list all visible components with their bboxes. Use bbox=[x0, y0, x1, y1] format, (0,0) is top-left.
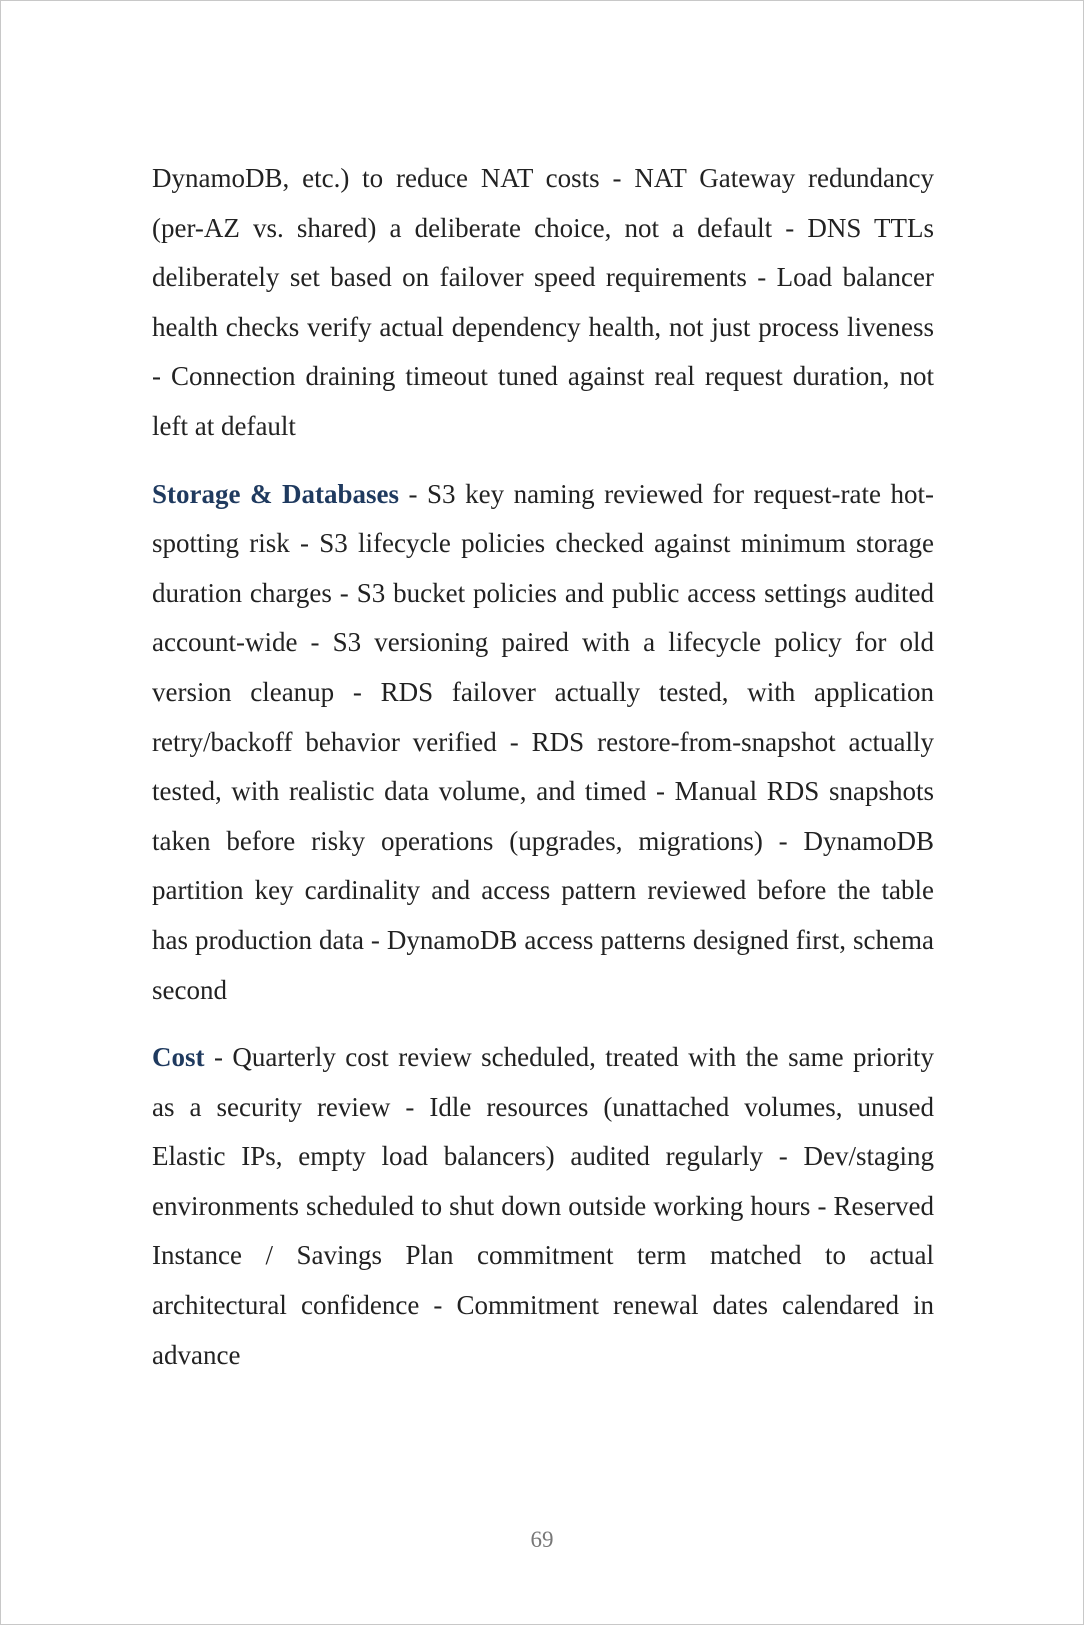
paragraph-storage-databases bbox=[152, 470, 934, 1016]
page-content bbox=[152, 154, 934, 1398]
paragraph-text: DynamoDB, etc.) to reduce NAT costs - NAT Gateway redundancy (per-AZ vs. shared) a deliberate choice, not a default - DNS TTLs deliberately set based on failover speed requirements - Load balancer health checks verify actual dependency health, not just process liveness - Connection draining timeout tuned against real request duration, not left at default bbox=[152, 163, 934, 441]
paragraph-cost bbox=[152, 1033, 934, 1380]
section-heading-cost: Cost bbox=[152, 1042, 205, 1073]
paragraph-networking-continued bbox=[152, 154, 934, 452]
paragraph-text: - S3 key naming reviewed for request-rate hot-spotting risk - S3 lifecycle policies checked against minimum storage duration charges - S3 bucket policies and public access settings audited account-wide - S3 versioning paired with a lifecycle policy for old version cleanup - RDS failover actually tested, with application retry/backoff behavior verified - RDS restore-from-snapshot actually tested, with realistic data volume, and timed - Manual RDS snapshots taken before risky operations (upgrades, migrations) - DynamoDB partition key cardinality and access pattern reviewed before the table has production data - DynamoDB access patterns designed first, schema second bbox=[152, 478, 934, 1005]
section-heading-storage-databases: Storage & Databases bbox=[152, 478, 400, 509]
page-number: 69 bbox=[530, 1527, 554, 1552]
paragraph-text: - Quarterly cost review scheduled, treated with the same priority as a security review - Idle resources (unattached volumes, unused Elastic IPs, empty load balancers) audited regularly - Dev/staging environments scheduled to shut down outside working hours - Reserved Instance / Savings Plan commitment term matched to actual architectural confidence - Commitment renewal dates calendared in advance bbox=[152, 1042, 934, 1370]
